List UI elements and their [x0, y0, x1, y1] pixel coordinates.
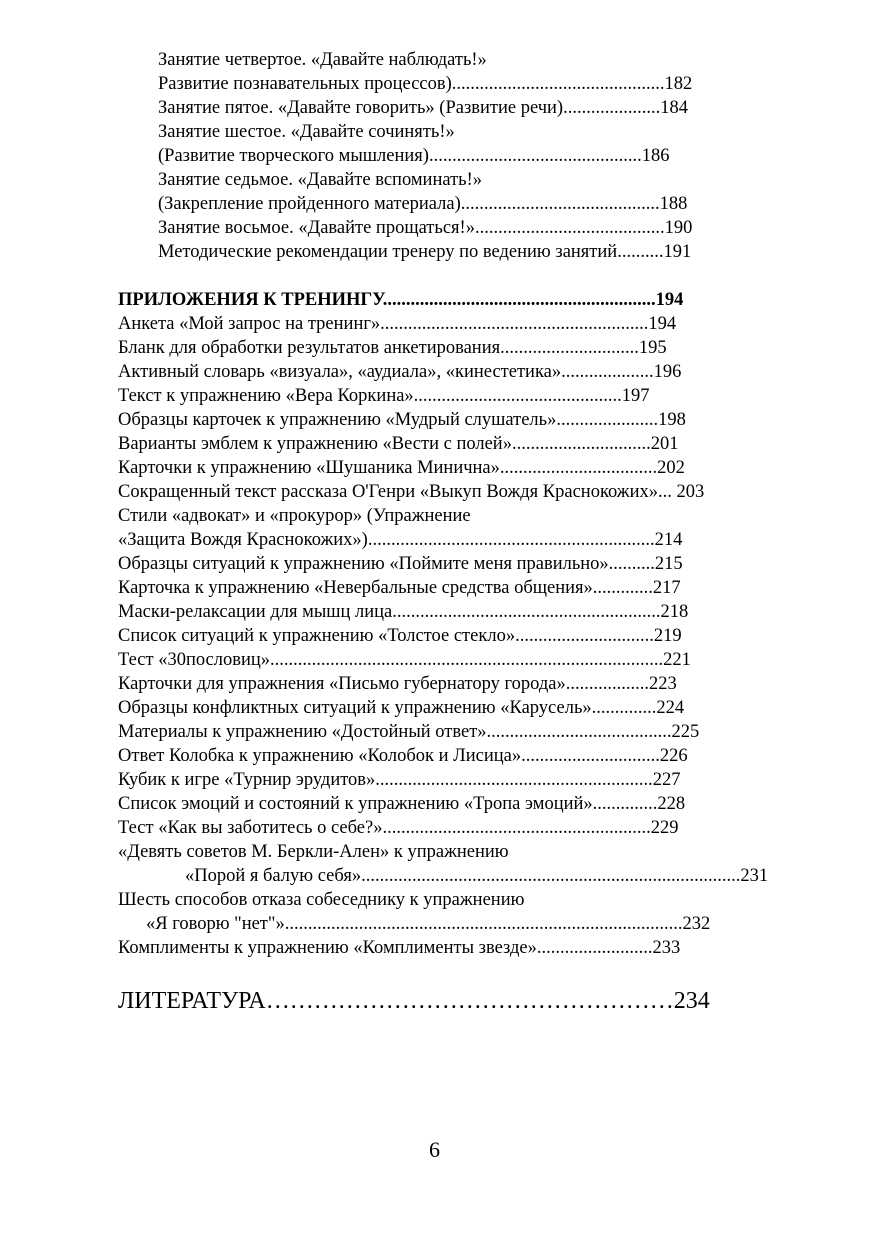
toc-line: Карточка к упражнению «Невербальные средства общения».............217 [118, 578, 681, 598]
toc-line: Занятие шестое. «Давайте сочинять!» [158, 122, 455, 142]
toc-line: Образцы конфликтных ситуаций к упражнению «Карусель»..............224 [118, 698, 685, 718]
toc-line: Образцы ситуаций к упражнению «Поймите меня правильно»..........215 [118, 554, 683, 574]
toc-line: Варианты эмблем к упражнению «Вести с полей»..............................201 [118, 434, 679, 454]
toc-line: Тест «30пословиц».....................................................................................221 [118, 650, 691, 670]
toc-line: Анкета «Мой запрос на тренинг»..........................................................194 [118, 314, 677, 334]
toc-line: Развитие познавательных процессов)..............................................182 [158, 74, 693, 94]
toc-line: «Девять советов М. Беркли-Ален» к упражнению [118, 842, 509, 862]
toc-line: Занятие восьмое. «Давайте прощаться!».........................................190 [158, 218, 693, 238]
toc-line: Маски-релаксации для мышц лица..........................................................218 [118, 602, 689, 622]
toc-line: Занятие седьмое. «Давайте вспоминать!» [158, 170, 483, 190]
toc-line: Список эмоций и состояний к упражнению «Тропа эмоций»..............228 [118, 794, 686, 814]
toc-line: (Развитие творческого мышления)..............................................186 [158, 146, 670, 166]
toc-line: Комплименты к упражнению «Комплименты звезде».........................233 [118, 938, 681, 958]
toc-line: Список ситуаций к упражнению «Толстое стекло»..............................219 [118, 626, 682, 646]
toc-line: Ответ Колобка к упражнению «Колобок и Лисица»..............................226 [118, 746, 688, 766]
toc-line: (Закрепление пройденного материала)...........................................188 [158, 194, 688, 214]
toc-line: Сокращенный текст рассказа О'Генри «Выкуп Вождя Краснокожих»... 203 [118, 482, 705, 502]
toc-line: Активный словарь «визуала», «аудиала», «кинестетика»....................196 [118, 362, 682, 382]
toc-line: Методические рекомендации тренеру по ведению занятий..........191 [158, 242, 692, 262]
toc-line: Занятие четвертое. «Давайте наблюдать!» [158, 50, 487, 70]
toc-line: Текст к упражнению «Вера Коркина».............................................197 [118, 386, 650, 406]
section-heading-literature: ЛИТЕРАТУРА……………………………………………234 [118, 988, 710, 1014]
toc-line: «Я говорю "нет"»......................................................................................232 [146, 914, 711, 934]
toc-line: Бланк для обработки результатов анкетирования..............................195 [118, 338, 667, 358]
toc-line: Стили «адвокат» и «прокурор» (Упражнение [118, 506, 471, 526]
toc-line: Карточки для упражнения «Письмо губернатору города»..................223 [118, 674, 677, 694]
toc-line: Материалы к упражнению «Достойный ответ»........................................225 [118, 722, 700, 742]
toc-line: Тест «Как вы заботитесь о себе?»..........................................................229 [118, 818, 679, 838]
toc-line: «Защита Вождя Краснокожих»)..............................................................214 [118, 530, 683, 550]
toc-line: «Порой я балую себя»..................................................................................231 [185, 866, 769, 886]
toc-line: Шесть способов отказа собеседнику к упражнению [118, 890, 525, 910]
toc-line: Занятие пятое. «Давайте говорить» (Развитие речи).....................184 [158, 98, 688, 118]
toc-line: Карточки к упражнению «Шушаника Минична»..................................202 [118, 458, 685, 478]
toc-line: Образцы карточек к упражнению «Мудрый слушатель»......................198 [118, 410, 686, 430]
page-number: 6 [429, 1137, 440, 1162]
section-heading-appendices: ПРИЛОЖЕНИЯ К ТРЕНИНГУ...........................................................194 [118, 290, 684, 310]
toc-line: Кубик к игре «Турнир эрудитов»............................................................227 [118, 770, 681, 790]
